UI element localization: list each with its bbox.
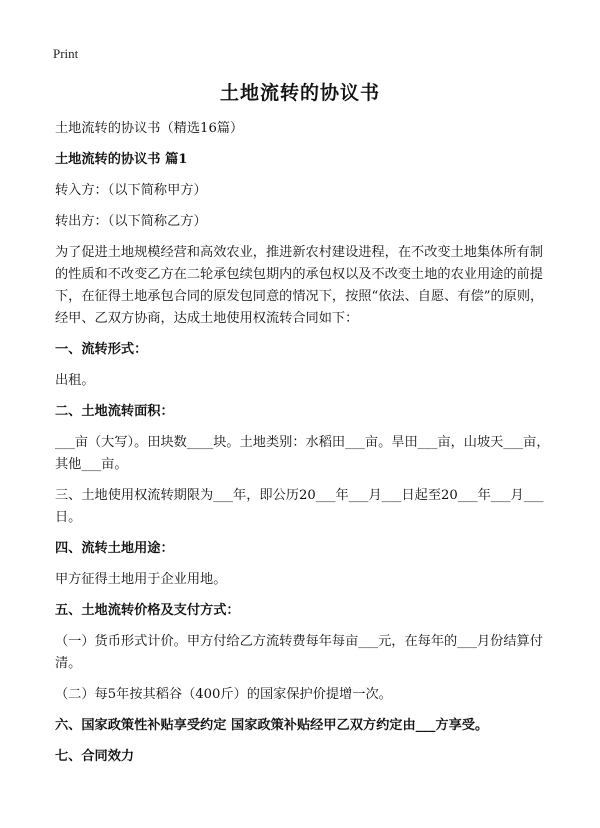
document-subtitle: 土地流转的协议书（精选16篇） <box>55 121 244 136</box>
clause-1-title: 一、流转形式： <box>55 342 148 357</box>
clause-7-title: 七、合同效力 <box>55 749 135 764</box>
page-title: 土地流转的协议书 <box>219 82 380 104</box>
clause-4-title: 四、流转土地用途： <box>55 541 174 556</box>
intro-paragraph: 为了促进土地规模经营和高效农业，推进新农村建设进程，在不改变土地集体所有制的性质和不改变乙方在二轮承包续包期内的承包权以及不改变土地的农业用途的前提下，在征得土地承包合同的原发包同意的情况下，按照“依法、自愿、有偿”的原则，经甲、乙双方协商，达成土地使用权流转合同如下： <box>55 245 544 326</box>
party-out-line: 转出方：（以下简称乙方） <box>55 214 207 229</box>
clause-6: 六、国家政策性补贴享受约定 国家政策补贴经甲乙双方约定由___方享受。 <box>55 718 489 733</box>
print-link[interactable]: Print <box>53 46 79 61</box>
clause-5-item-2: （二）每5年按其稻谷（400斤）的国家保护价提增一次。 <box>55 687 392 702</box>
clause-4-body: 甲方征得土地用于企业用地。 <box>55 572 227 587</box>
section-heading: 土地流转的协议书 篇1 <box>55 152 188 167</box>
clause-5-title: 五、土地流转价格及支付方式： <box>55 603 240 618</box>
clause-2-title: 二、土地流转面积： <box>55 404 174 419</box>
clause-5-item-1: （一）货币形式计价。甲方付给乙方流转费每年每亩___元，在每年的___月份结算付清。 <box>55 634 543 671</box>
clause-3: 三、土地使用权流转期限为___年，即公历20___年___月___日起至20___年___月___日。 <box>55 488 544 525</box>
party-in-line: 转入方：（以下简称甲方） <box>55 183 207 198</box>
clause-2-body: ___亩（大写）。田块数____块。土地类别：水稻田___亩。旱田___亩，山坡天___亩，其他___亩。 <box>55 435 550 472</box>
clause-1-body: 出租。 <box>55 373 95 388</box>
document-body <box>55 118 551 777</box>
